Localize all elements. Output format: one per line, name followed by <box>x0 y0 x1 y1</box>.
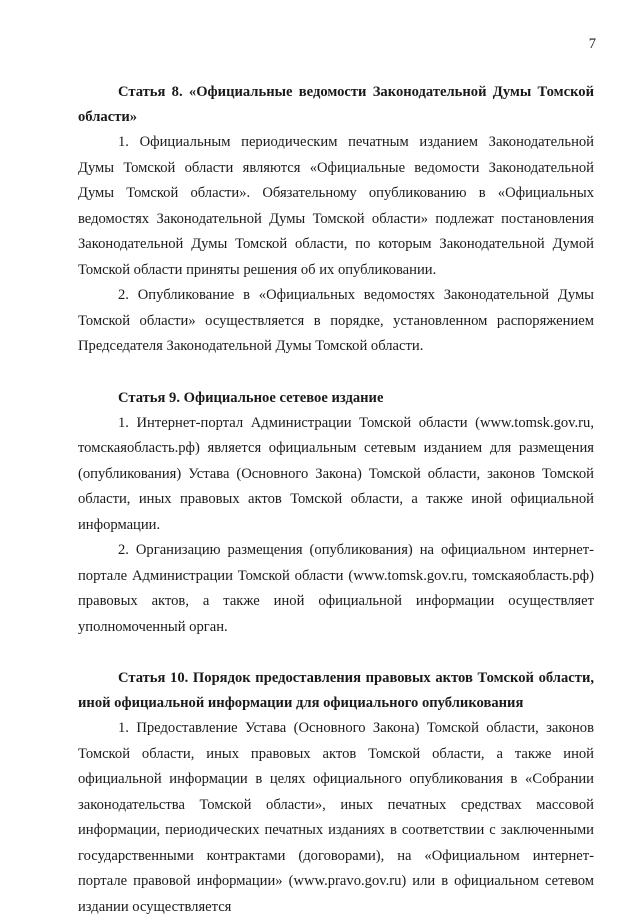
article-8-paragraph-2: 2. Опубликование в «Официальных ведомостях Законодательной Думы Томской области» осуществляется в порядке, установленном распоряжением Председателя Законодательной Думы Томской области. <box>78 287 594 354</box>
article-9-paragraph-2: 2. Организацию размещения (опубликования) на официальном интернет-портале Администрации Томской области (www.tomsk.gov.ru, томскаяобласть.рф) правовых актов, а также иной официальной информации осуществляет уполномоченный орган. <box>78 542 594 635</box>
page-number: 7 <box>588 36 596 52</box>
article-9-paragraph-1: 1. Интернет-портал Администрации Томской области (www.tomsk.gov.ru, томскаяобласть.рф) является официальным сетевым изданием для размещения (опубликования) Устава (Основного Закона) Томской области, законов Томской области, иных правовых актов Томской области, а также иной официальной информации. <box>78 414 594 533</box>
article-8-heading: Статья 8. «Официальные ведомости Законодательной Думы Томской области» <box>78 84 594 125</box>
article-8-paragraph-1: 1. Официальным периодическим печатным изданием Законодательной Думы Томской области являются «Официальные ведомости Законодательной Думы Томской области». Обязательному опубликованию в «Официальных ведомостях Законодательной Думы Томской области» подлежат постановления Законодательной Думы Томской области, по которым Законодательной Думой Томской области приняты решения об их опубликовании. <box>78 134 594 278</box>
document-body <box>78 80 594 920</box>
article-10-heading: Статья 10. Порядок предоставления правовых актов Томской области, иной официальной информации для официального опубликования <box>78 670 594 711</box>
article-10-paragraph-1: 1. Предоставление Устава (Основного Закона) Томской области, законов Томской области, иных правовых актов Томской области, а также иной официальной информации в целях официального опубликования в «Собрании законодательства Томской области», иных печатных средствах массовой информации, периодических печатных изданиях в соответствии с заключенными государственными контрактами (договорами), на «Официальном интернет-портале правовой информации» (www.pravo.gov.ru) или в официальном сетевом издании осуществляется <box>78 720 594 915</box>
article-9-heading: Статья 9. Официальное сетевое издание <box>118 389 384 406</box>
article-10 <box>78 666 594 920</box>
article-8 <box>78 80 594 360</box>
article-9 <box>78 386 594 641</box>
